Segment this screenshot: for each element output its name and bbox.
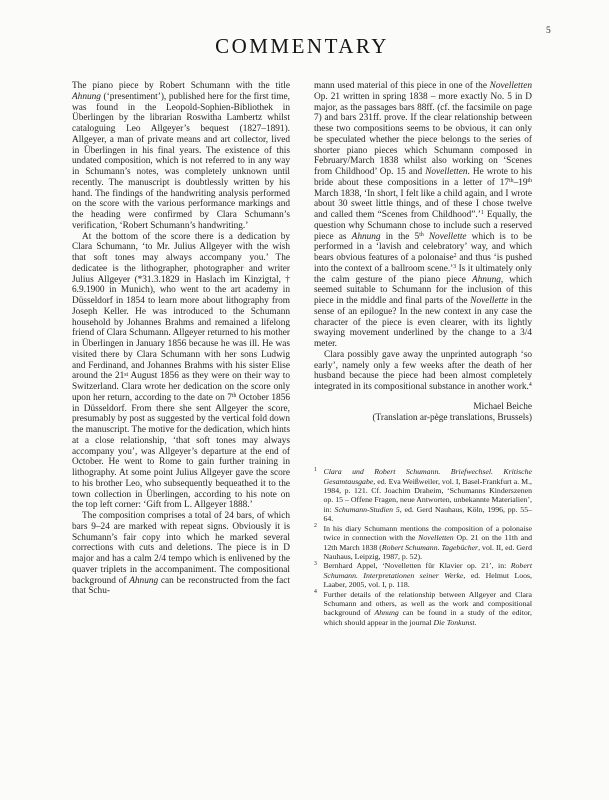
page-number: 5 [546, 26, 551, 36]
right-column [314, 81, 532, 627]
text-run: , ed. Eva Weißweiler, vol. I, Basel-Frankfurt a. M., 1984, p. 121. Cf. Joachim Draheim, ‘Schumanns Kinderszenen op. 15 – Offene Fragen, neue Antworten, unbekannte Materialien’, in: [323, 476, 532, 514]
italic-text: Die Tonkunst [433, 617, 475, 627]
text-run: Clara possibly gave away the unprinted autograph ‘so early’, namely only a few weeks after the death of her husband because the piece had been almost completely integrated in its compositional substance in another work. [314, 349, 532, 392]
footnote-number: 2 [314, 523, 317, 530]
text-run: . He wrote to his bride about these compositions in a letter of 17 [314, 167, 532, 188]
signature-block [314, 402, 532, 424]
text-run: Bernhard Appel, ‘Novelletten für Klavier op. 21’, in: [323, 561, 511, 571]
author-name: Michael Beiche [473, 401, 532, 412]
text-run: In his diary Schumann mentions the composition of a polonaise twice in connection with the [323, 523, 532, 543]
superscript-text: 4 [528, 382, 532, 389]
paragraph [314, 350, 532, 393]
italic-text: Ahnung [351, 231, 381, 242]
superscript-text: 2 [453, 253, 457, 260]
paragraph [314, 81, 532, 350]
text-run: and thus ‘is pushed into the context of a ballroom scene.’ [314, 253, 532, 274]
italic-text: Schumann-Studien 5 [334, 504, 400, 514]
paragraph [72, 511, 290, 597]
text-run: The composition comprises a total of 24 bars, of which bars 9–24 are marked with repeat signs. Obviously it is Schumann’s fair copy into which he marked several corrections with cuts and deletions. The piece is in D major and has a calm 2/4 tempo which is enlivened by the quaver triplets in the accompaniment. The compositional background of [72, 511, 290, 586]
italic-text: Novelletten [489, 81, 532, 91]
text-run: –19 [513, 177, 528, 188]
italic-text: Ahnung [374, 608, 399, 618]
paragraph [72, 232, 290, 512]
footnote [314, 561, 532, 589]
italic-text: Ahnung [72, 91, 101, 102]
footnote-number: 4 [314, 589, 317, 596]
text-run: Equally, the question why Schumann chose to include such a reserved piece as [314, 210, 532, 242]
superscript-text: th [509, 178, 514, 185]
text-run: mann used material of this piece in one of the [314, 81, 490, 91]
footnote-number: 3 [314, 560, 317, 567]
footnotes [314, 467, 532, 627]
italic-text: Novelletten [425, 167, 468, 177]
text-run: in the sense of an epilogue? In the new context in any case the character of the piece is even clearer, with its lightly swaying movement underlined by the change to a 3/4 meter. [314, 296, 532, 349]
superscript-text: th [419, 231, 424, 238]
superscript-text: 1 [480, 210, 484, 217]
text-run: can be found in a study of the editor, which should appear in the journal [323, 608, 532, 627]
text-run: , vol. II, ed. Gerd Nauhaus, Leipzig, 1987, p. 52). [323, 542, 532, 561]
italic-text: Novellette [470, 296, 508, 306]
text-run: , ed. Helmut Loos, Laaber, 2005, vol. I, p. 118. [323, 570, 532, 590]
footnote [314, 467, 532, 523]
text-run: Op. 21 on the 11th and 12th March 1838 ( [323, 533, 532, 552]
text-run: At the bottom of the score there is a dedication by Clara Schumann, ‘to Mr. Julius Allgeyer with the wish that soft tones may always accompany you.’ The dedicatee is the lithographer, photographer and writer Julius Allgeyer (*31.3.1829 in Haslach im Kinzigtal, † 6.9.1900 in Munich), who went to the art academy in Düsseldorf in 1854 to learn more about lithography from Joseph Keller. He was introduced to the Schumann household by Johannes Brahms and remained a lifelong friend of Clara Schumann. Allgeyer returned to his mother in Überlingen in January 1856 because he was ill. He was visited there by Clara Schumann with her sons Ludwig and Ferdinand, and Johannes Brahms with his sister Elise around the 21 [72, 231, 290, 382]
text-run: . [474, 617, 477, 627]
text-run: August 1856 as they were on their way to Switzerland. Clara wrote her dedication on the score only upon her return, according to the date on 7 [72, 371, 290, 403]
text-run: , ed. Gerd Nauhaus, Köln, 1996, pp. 55–64. [323, 504, 532, 524]
footnote [314, 524, 532, 562]
superscript-text: th [231, 393, 237, 400]
italic-text: Robert Schumann. Tagebücher [381, 542, 479, 552]
superscript-text: th [527, 178, 532, 185]
text-columns [72, 81, 532, 627]
text-run: (‘presentiment’), published here for the first time, was found in the Leopold-Sophien-Bibliothek in Überlingen by the librarian Roswitha Lambertz whilst cataloguing Leo Allgeyer’s bequest (1827–1891). Allgeyer, a man of private means and art collector, lived in Überlingen in his final years. The existence of this undated composition, which is not referred to in any way in Schumann’s notes, was completely unknown until recently. The manuscript is doubtlessly written by his hand. The findings of the handwriting analysis performed on the score with the various performance markings and the heading were confirmed by Clara Schumann’s verification, ‘Robert Schumann’s handwriting.’ [72, 91, 290, 231]
right-column-text [314, 81, 532, 393]
italic-text: Novelletten [418, 533, 454, 543]
superscript-text: st [124, 371, 129, 378]
italic-text: Ahnung [471, 274, 501, 285]
text-run: Further details of the relationship between Allgeyer and Clara Schumann and others, as well as the work and compositional background of [323, 589, 532, 618]
page-title: COMMENTARY [215, 34, 389, 58]
translation-credit: (Translation ar-pège translations, Brussels) [372, 412, 532, 423]
paragraph [72, 81, 290, 232]
text-run: March 1838, ‘In short, I felt like a child again, and I wrote about 30 sweet little things, and of these I chose twelve and called them “Scenes from Childhood”.’ [314, 188, 532, 220]
text-run: in the 5 [380, 231, 420, 242]
italic-text: Ahnung [129, 575, 159, 586]
text-run: The piano piece by Robert Schumann with the title [72, 81, 290, 91]
superscript-text: 3 [453, 264, 457, 271]
footnote-number: 1 [314, 466, 317, 473]
italic-text: Robert Schumann. Interpretationen seiner Werke [323, 561, 532, 580]
text-run: Is it ultimately only the calm gesture of the piano piece [314, 263, 532, 285]
text-run: Op. 21 written in spring 1838 – more exactly No. 5 in D major, as the passages bars 88ff. (cf. the facsimile on page 7) and bars 231ff. prove. If the clear relationship between these two compositions seems to be obvious, it can only be speculated whether the piece belongs to the series of shorter piano pieces which Schumann composed in February/March 1838 whilst also working on ‘Scenes from Childhood’ Op. 15 and [314, 91, 532, 177]
text-run: can be reconstructed from the fact that Schu- [72, 575, 290, 597]
italic-text: Clara und Robert Schumann. Briefwechsel. Kritische Gesamtausgabe [323, 467, 532, 486]
left-column [72, 81, 290, 627]
text-run: , which seemed suitable to Schumann for the inclusion of this piece in the middle and final parts of the [314, 274, 532, 306]
text-run: October 1856 in Düsseldorf. From there she sent Allgeyer the score, presumably by post as suggested by the vertical fold down the manuscript. The motive for the dedication, which hints at a close relationship, ‘that soft tones may always accompany you’, was Allgeyer’s departure at the end of October. He went to Rome to gain further training in lithography. At some point Julius Allgeyer gave the score to his brother Leo, who subsequently bequeathed it to the town collection in Überlingen, according to his note on the top left corner: ‘Gift from L. Allgeyer 1888.’ [72, 392, 290, 511]
text-run: which is to be performed in a ‘lavish and celebratory’ way, and which bears obvious features of a polonaise [314, 231, 532, 263]
italic-text: Novellette [428, 231, 467, 242]
footnote [314, 590, 532, 628]
